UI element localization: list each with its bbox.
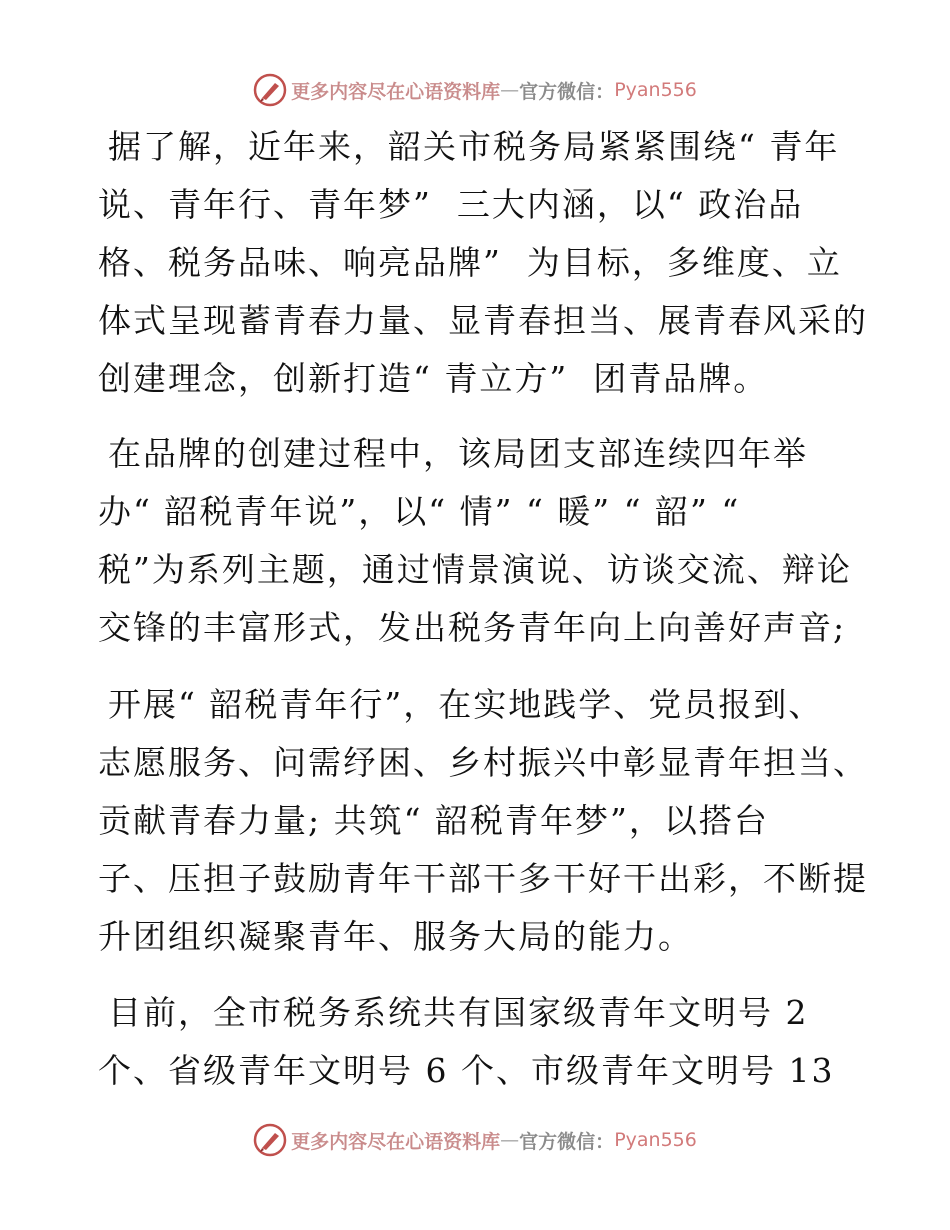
watermark-separator: —: [500, 79, 520, 101]
text-line: 创建理念，创新打造“ 青立方” 团青品牌。: [98, 359, 769, 398]
text-line: 目前，全市税务系统共有国家级青年文明号 2: [108, 993, 809, 1032]
text-line: 升团组织凝聚青年、服务大局的能力。: [98, 917, 693, 956]
watermark-separator: —: [500, 1129, 520, 1151]
paragraph-3: [98, 676, 868, 966]
text-line: 贡献青春力量; 共筑“ 韶税青年梦”，以搭台: [98, 801, 769, 840]
watermark-label: 官方微信：: [519, 1130, 615, 1153]
text-line: 格、税务品味、响亮品牌” 为目标，多维度、立: [98, 243, 842, 282]
text-line: 个、省级青年文明号 6 个、市级青年文明号 13: [98, 1051, 835, 1090]
text-line: 在品牌的创建过程中，该局团支部连续四年举: [108, 434, 808, 473]
watermark-text: 更多内容尽在心语资料库: [291, 1130, 501, 1153]
watermark-label: 官方微信：: [519, 80, 615, 103]
text-line: 据了解，近年来，韶关市税务局紧紧围绕“ 青年: [108, 127, 840, 166]
text-line: 体式呈现蓄青春力量、显青春担当、展青春风采的: [98, 301, 868, 340]
text-line: 税”为系列主题，通过情景演说、访谈交流、辩论: [98, 550, 852, 589]
text-line: 办“ 韶税青年说”，以“ 情” “ 暖” “ 韶” “: [98, 492, 741, 531]
text-line: 志愿服务、问需纾困、乡村振兴中彰显青年担当、: [98, 743, 868, 782]
paragraph-4: [98, 984, 858, 1100]
pen-logo-icon: [253, 73, 287, 107]
watermark-id: Pyan556: [614, 1129, 697, 1151]
text-line: 开展“ 韶税青年行”，在实地践学、党员报到、: [108, 685, 824, 724]
paragraph-1: [98, 118, 868, 408]
text-line: 交锋的丰富形式，发出税务青年向上向善好声音;: [98, 608, 847, 647]
watermark-id: Pyan556: [614, 79, 697, 101]
pen-logo-icon: [253, 1123, 287, 1157]
watermark-footer: [0, 1122, 950, 1158]
text-line: 子、压担子鼓励青年干部干多干好干出彩，不断提: [98, 859, 868, 898]
watermark-text: 更多内容尽在心语资料库: [291, 80, 501, 103]
paragraph-2: [98, 425, 858, 657]
watermark-header: [0, 72, 950, 108]
text-line: 说、青年行、青年梦” 三大内涵，以“ 政治品: [98, 185, 804, 224]
